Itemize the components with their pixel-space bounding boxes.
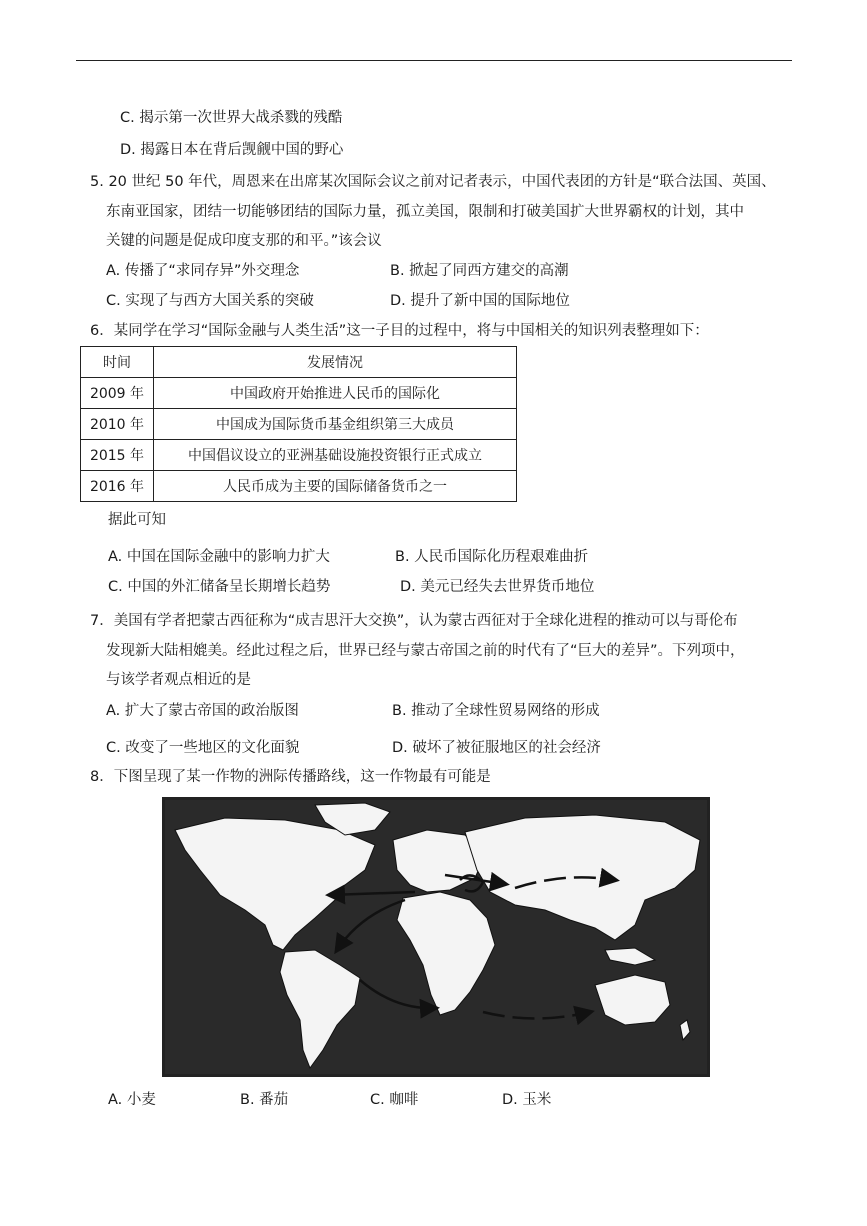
table-cell-year: 2009 年 — [81, 378, 154, 409]
table-cell-event: 中国成为国际货币基金组织第三大成员 — [154, 409, 517, 440]
q4-option-d[interactable]: D. 揭露日本在背后觊觎中国的野心 — [120, 142, 344, 158]
q5-option-d[interactable]: D. 提升了新中国的国际地位 — [390, 293, 570, 309]
table-cell-event: 中国倡议设立的亚洲基础设施投资银行正式成立 — [154, 440, 517, 471]
q6-option-b[interactable]: B. 人民币国际化历程艰难曲折 — [395, 549, 589, 565]
q7-option-d[interactable]: D. 破坏了被征服地区的社会经济 — [392, 740, 601, 756]
q5-stem-line3: 关键的问题是促成印度支那的和平。”该会议 — [106, 233, 382, 249]
q7-option-a[interactable]: A. 扩大了蒙古帝国的政治版图 — [106, 703, 299, 719]
q5-option-c[interactable]: C. 实现了与西方大国关系的突破 — [106, 293, 314, 309]
table-header-development: 发展情况 — [154, 347, 517, 378]
q8-option-a[interactable]: A. 小麦 — [108, 1092, 156, 1108]
q6-option-c[interactable]: C. 中国的外汇储备呈长期增长趋势 — [108, 579, 331, 595]
world-map-figure — [162, 797, 710, 1077]
q5-stem-line1: 5. 20 世纪 50 年代，周恩来在出席某次国际会议之前对记者表示，中国代表团的方针是“联合法国、英国、 — [90, 174, 776, 190]
q5-option-a[interactable]: A. 传播了“求同存异”外交理念 — [106, 263, 300, 279]
q7-stem-line3: 与该学者观点相近的是 — [106, 672, 251, 688]
q7-stem-line2: 发现新大陆相媲美。经此过程之后，世界已经与蒙古帝国之前的时代有了“巨大的差异”。下列项中， — [106, 643, 745, 659]
q6-table — [80, 346, 517, 502]
q8-stem: 8．下图呈现了某一作物的洲际传播路线，这一作物最有可能是 — [90, 769, 491, 785]
q4-option-c[interactable]: C. 揭示第一次世界大战杀戮的残酷 — [120, 110, 343, 126]
table-cell-year: 2016 年 — [81, 471, 154, 502]
q5-stem-line2: 东南亚国家，团结一切能够团结的国际力量，孤立美国，限制和打破美国扩大世界霸权的计划，其中 — [106, 204, 744, 220]
q7-option-b[interactable]: B. 推动了全球性贸易网络的形成 — [392, 703, 600, 719]
q6-option-d[interactable]: D. 美元已经失去世界货币地位 — [400, 579, 595, 595]
q8-option-d[interactable]: D. 玉米 — [502, 1092, 552, 1108]
q6-after-text: 据此可知 — [108, 512, 166, 528]
header-rule — [76, 60, 792, 61]
table-cell-year: 2010 年 — [81, 409, 154, 440]
table-row — [81, 440, 517, 471]
q6-stem: 6．某同学在学习“国际金融与人类生活”这一子目的过程中，将与中国相关的知识列表整理如下： — [90, 323, 709, 339]
world-map-svg — [165, 800, 707, 1074]
q8-option-c[interactable]: C. 咖啡 — [370, 1092, 419, 1108]
table-header-time: 时间 — [81, 347, 154, 378]
q8-option-b[interactable]: B. 番茄 — [240, 1092, 289, 1108]
table-cell-event: 人民币成为主要的国际储备货币之一 — [154, 471, 517, 502]
table-row — [81, 409, 517, 440]
table-row — [81, 378, 517, 409]
table-cell-year: 2015 年 — [81, 440, 154, 471]
q7-option-c[interactable]: C. 改变了一些地区的文化面貌 — [106, 740, 300, 756]
table-header-row — [81, 347, 517, 378]
q7-stem-line1: 7．美国有学者把蒙古西征称为“成吉思汗大交换”，认为蒙古西征对于全球化进程的推动可以与哥伦布 — [90, 613, 738, 629]
table-cell-event: 中国政府开始推进人民币的国际化 — [154, 378, 517, 409]
q6-option-a[interactable]: A. 中国在国际金融中的影响力扩大 — [108, 549, 330, 565]
q5-option-b[interactable]: B. 掀起了同西方建交的高潮 — [390, 263, 569, 279]
table-row — [81, 471, 517, 502]
